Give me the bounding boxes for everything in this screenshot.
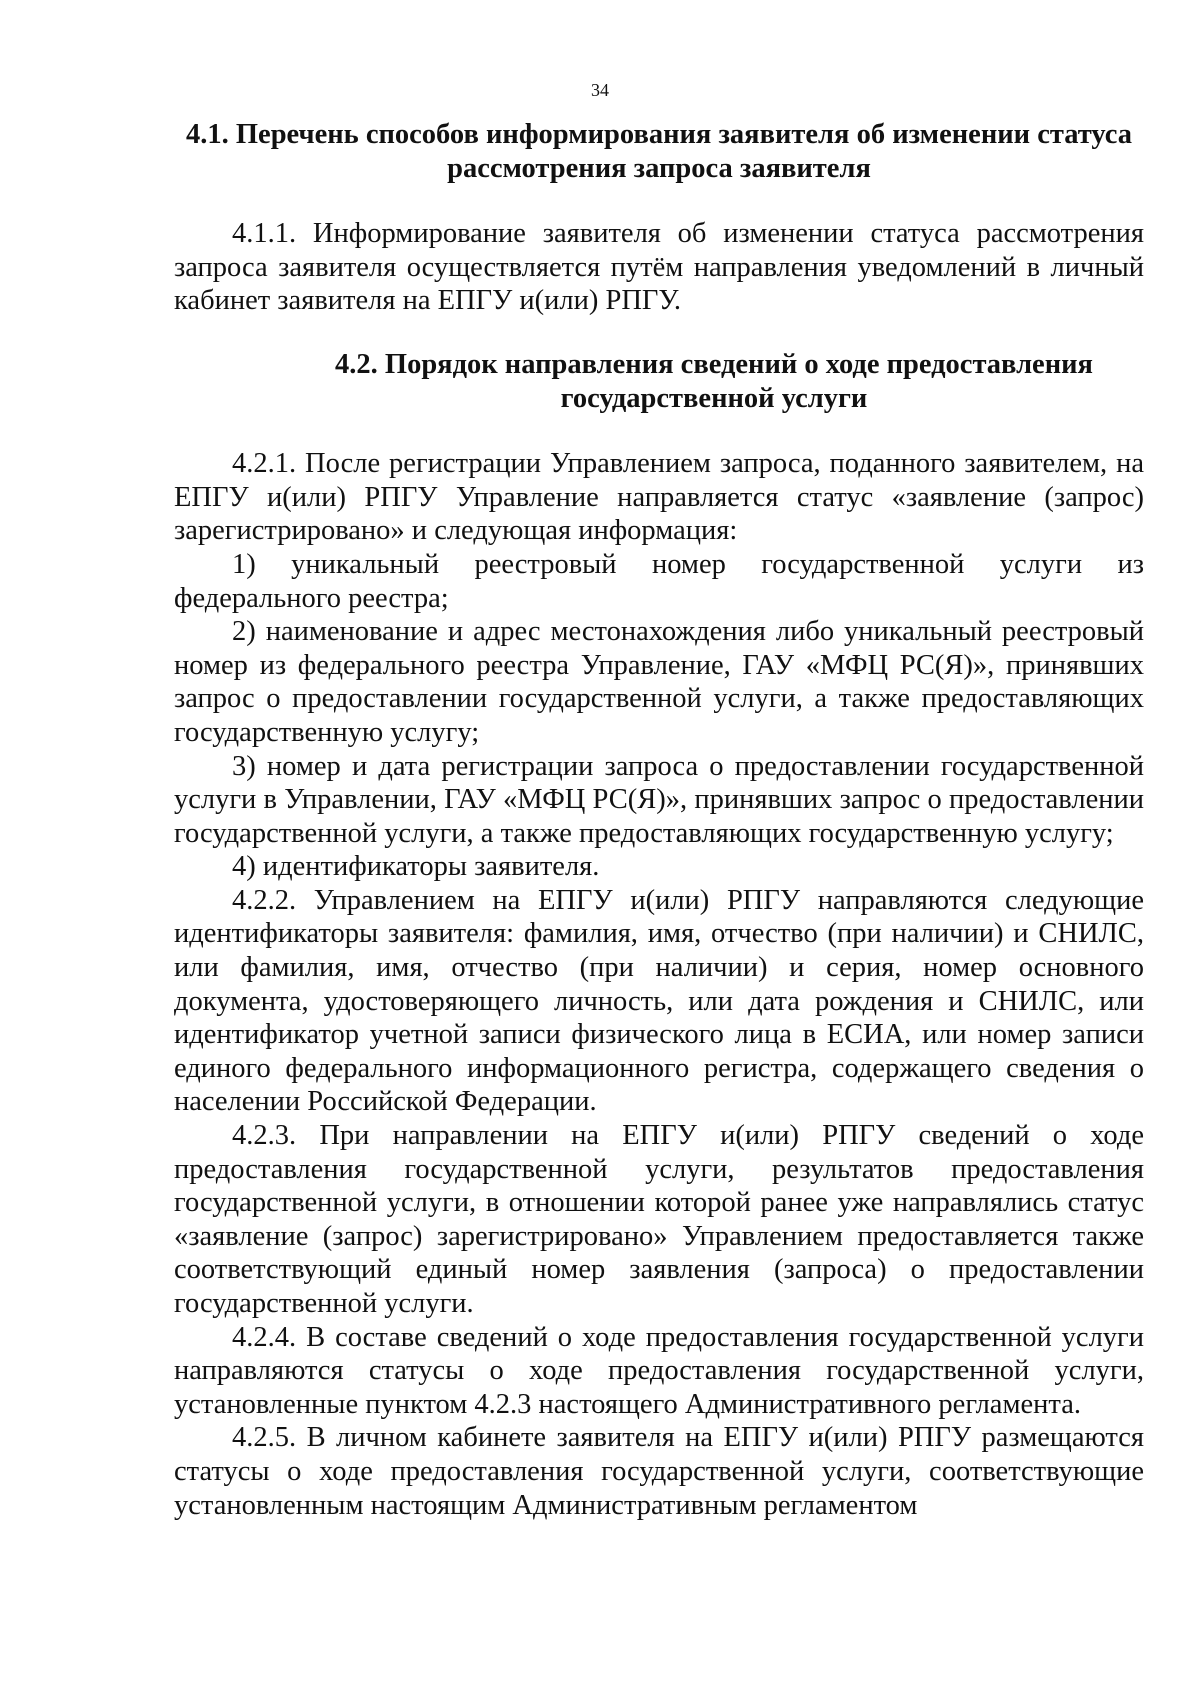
paragraph-4-2-1: 4.2.1. После регистрации Управлением запроса, поданного заявителем, на ЕПГУ и(или) РПГУ Управление направляется статус «заявление (запрос) зарегистрировано» и следующая информация: <box>174 448 1144 547</box>
paragraph-4-1-1: 4.1.1. Информирование заявителя об изменении статуса рассмотрения запроса заявителя осуществляется путём направления уведомлений в личный кабинет заявителя на ЕПГУ и(или) РПГУ. <box>174 218 1144 317</box>
page-number: 34 <box>591 80 609 100</box>
list-item: 1) уникальный реестровый номер государственной услуги из федерального реестра; <box>174 548 1144 614</box>
list-item: 4) идентификаторы заявителя. <box>232 851 600 883</box>
paragraph-4-2-2: 4.2.2. Управлением на ЕПГУ и(или) РПГУ направляются следующие идентификаторы заявителя: фамилия, имя, отчество (при наличии) и СНИЛС, или фамилия, имя, отчество (при наличии) и серия, номер основного документа, удостоверяющего личность, или дата рождения и СНИЛС, или идентификатор учетной записи физического лица в ЕСИА, или номер записи единого федерального информационного регистра, содержащего сведения о населении Российской Федерации. <box>174 884 1144 1118</box>
paragraph-4-2-3: 4.2.3. При направлении на ЕПГУ и(или) РПГУ сведений о ходе предоставления государственной услуги, результатов предоставления государственной услуги, в отношении которой ранее уже направлялись статус «заявление (запрос) зарегистрировано» Управлением предоставляется также соответствующий единый номер заявления (запроса) о предоставлении государственной услуги. <box>174 1120 1144 1319</box>
document-body <box>174 118 1144 1522</box>
section-heading-4-2: 4.2. Порядок направления сведений о ходе предоставления государственной услуги <box>335 348 1093 414</box>
section-heading-4-1: 4.1. Перечень способов информирования заявителя об изменении статуса рассмотрения запроса заявителя <box>186 119 1132 184</box>
paragraph-4-2-4: 4.2.4. В составе сведений о ходе предоставления государственной услуги направляются статусы о ходе предоставления государственной услуги, установленные пунктом 4.2.3 настоящего Административного регламента. <box>174 1321 1144 1420</box>
paragraph-4-2-5: 4.2.5. В личном кабинете заявителя на ЕПГУ и(или) РПГУ размещаются статусы о ходе предоставления государственной услуги, соответствующие установленным настоящим Административным регламентом <box>174 1422 1144 1521</box>
list-item: 3) номер и дата регистрации запроса о предоставлении государственной услуги в Управлении, ГАУ «МФЦ РС(Я)», принявших запрос о предоставлении государственной услуги, а также предоставляющих государственную услугу; <box>174 750 1144 849</box>
list-item: 2) наименование и адрес местонахождения либо уникальный реестровый номер из федерального реестра Управление, ГАУ «МФЦ РС(Я)», принявших запрос о предоставлении государственной услуги, а также предоставляющих государственную услугу; <box>174 616 1144 748</box>
